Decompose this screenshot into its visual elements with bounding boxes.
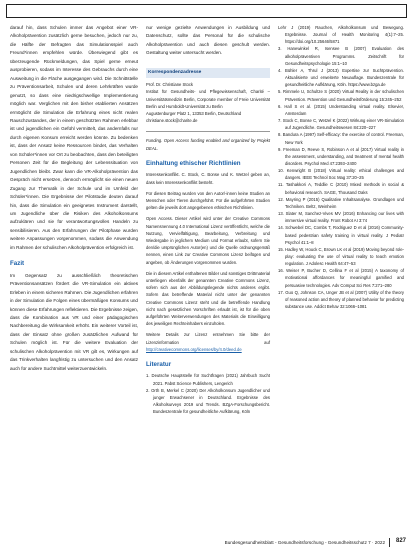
reference-item: 8. Bandura A (1997) Self-efficacy: the exercise of control. Freeman, New York: [278, 132, 404, 145]
reference-item: 9. Freeman D, Reeve S, Robinson A et al (2017) Virtual reality in the assessment, understanding, and treatment of mental health disorders. Psychol Med 47:2393–2400: [278, 146, 404, 166]
journal-citation: Bundesgesundheitsblatt - Gesundheitsforschung - Gesundheitsschutz 7 · 2022: [224, 540, 385, 545]
column-right: [278, 24, 404, 310]
correspondence-address: Prof. Dr. Christiane Stock Institut für Gesundheits- und Pflegewissenschaft, Charité – Universitätsmedizin Berlin, Corporate member of Freie Universität Berlin und Humboldt-Universität zu Berlin Augustenburger Platz 1, 13353 Berlin, Deutschland christiane.stock@charite.de: [146, 82, 270, 124]
reference-item: Lehr J (2019) Rauchen, Alkoholkonsum und Bewegung. Ergebnisse. Journal of Health Monitoring 4(1):7–25. https://doi.org/10.25646/5871: [278, 25, 404, 45]
license-text-3: [146, 331, 270, 353]
reference-item: 14. Schwebel DC, Combs T, Rodriguez D et al (2016) Community-based pedestrian safety training in virtual reality. J Pediatr Psychol 41:1–8: [278, 225, 404, 245]
reference-item: 3. Hanewinkel R, Isensee B (2007) Evaluation des alkoholpräventiven Programms. Zeitschrift für Gesundheitspsychologie 15:1–10: [278, 46, 404, 66]
funding-note: Funding. Open Access funding enabled and organized by Projekt DEAL.: [146, 138, 270, 151]
column-left: [10, 24, 138, 373]
reference-item: 12. Mayring P (2015) Qualitative Inhaltsanalyse. Grundlagen und Techniken. Beltz, Weinheim: [278, 196, 404, 209]
section-heading-ethics: Einhaltung ethischer Richtlinien: [146, 159, 241, 167]
page-number: 827: [395, 538, 406, 544]
reference-item: 15. Hadley W, Houck C, Brown LK et al (2019) Moving beyond role-play: evaluating the use of virtual reality to teach emotion regulation. J Adolesc Health 64:47–53: [278, 246, 404, 267]
reference-item: 17. Guo Q, Johnson CA, Unger JB et al (2007) Utility of the theory of reasoned action and theory of planned behavior for predicting substance use. Addict Behav 32:1066–1081: [278, 289, 404, 310]
body-paragraph: Im Gegensatz zu ausschließlich theoretischen Präventionsansätzen fördert die VR-Simulation ein aktives Erleben in einem sicheren Rahmen. Die Jugendlichen erfahren in der Simulation die Folgen eines übermäßigen Konsums und können diese Erfahrungen reflektieren. Die Ergebnisse zeigen, dass die Kombination aus VR und einer pädagogischen Nachbereitung die Wirksamkeit erhöht. Ein weiterer Vorteil ist, dass der Einsatz ohne großen zusätzlichen Aufwand für Schulen möglich ist. Für die weitere Evaluation der schulischen Alkoholprävention mit VR gilt es, Wirkungen auf das Trinkverhalten langfristig zu untersuchen und den Ansatz auch für andere Suchtmittel weiterzuentwickeln.: [10, 272, 138, 371]
reference-list: [146, 372, 270, 415]
license-text: Open Access. Dieser Artikel wird unter der Creative Commons Namensnennung 4.0 International Lizenz veröffentlicht, welche die Nutzung, Vervielfältigung, Bearbeitung, Verbreitung und Wiedergabe in jeglichem Medium und Format erlaubt, sofern Sie den/die ursprünglichen Autor(en) und die Quelle ordnungsgemäß nennen, einen Link zur Creative Commons Lizenz beifügen und angeben, ob Änderungen vorgenommen wurden.: [146, 216, 270, 265]
reference-item: 5. Rimmele U, Schultze S (2020) Virtual Reality in der schulischen Prävention. Prävention und Gesundheitsförderung 15:245–252: [278, 89, 404, 102]
reference-item: 10. Kenwright B (2018) Virtual reality: ethical challenges and dangers. IEEE Technol Soc Mag 37:20–25: [278, 168, 404, 181]
divider: [146, 131, 270, 132]
license-intro: Weitere Details zur Lizenz entnehmen Sie bitte der Lizenzinformation auf: [146, 332, 270, 345]
reference-item: 16. Weiser P, Bucher D, Cellina F et al (2015) A taxonomy of motivational affordances for meaningful gamified and persuasive technologies. Adv Comput Sci Res 7:271–280: [278, 268, 404, 288]
section-heading-literature: Literatur: [146, 361, 172, 369]
reference-list: [278, 24, 404, 310]
reference-item: 4. Bühler A, Thrul J (2013) Expertise zur Suchtprävention. Aktualisierte und erweiterte Neuauflage. Bundeszentrale für gesundheitliche Aufklärung, Köln. https://www.bzga.de: [278, 67, 404, 88]
correspondence-heading: Korrespondenzadresse: [146, 68, 270, 78]
column-middle: [146, 24, 270, 415]
license-text-2: Die in diesem Artikel enthaltenen Bilder und sonstiges Drittmaterial unterliegen ebenfalls der genannten Creative Commons Lizenz, sofern sich aus der Abbildungslegende nichts anderes ergibt. Sofern das betreffende Material nicht unter der genannten Creative Commons Lizenz steht und die betreffende Handlung nicht nach gesetzlichen Vorschriften erlaubt ist, ist für die oben aufgeführten Weiterverwendungen des Materials die Einwilligung des jeweiligen Rechteinhabers einzuholen.: [146, 270, 270, 327]
reference-item: 1. Deutsche Hauptstelle für Suchtfragen (2021) Jahrbuch Sucht 2021. Pabst Science Publishers, Lengerich: [146, 373, 270, 386]
reference-item: 7. Stock C, Bonse C, Wetzel K (2022) Wirkung einer VR-Simulation auf Jugendliche. Gesundheitswesen 84:220–227: [278, 118, 404, 131]
body-paragraph: darauf hin, dass Schulen immer das Angebot einer VR-Alkoholprävention zusätzlich gerne besuchen, jedoch nur zu, die Hälfte der Befragten das Simulationsspiel auch Freund*innen empfehlen würde. Überwiegend gibt es überzeugende Rückmeldungen, das Spiel gerne erneut ausprobieren, sodass im Interesse des Gebrauchs durch eine Ausweitung in die Fläche ausgegangen wird. Die Schnittstelle zu Präventionsarbeit, Schulen und deren Lehrkräften wurde genutzt, so dass eine niedrigschwellige Implementierung möglich war. Verglichen mit den bisher etablierten Ansätzen ermöglicht die Simulation die Erfahrung eines nicht realen Rauschzustandes, der in einem geschützten Rahmen erlebbar ist und jugendlichen ein Gefühl vermittelt, das andernfalls nur durch eigenen Konsum erreicht werden könnte. Zu bedenken ist, dass der Ansatz keine Ressourcen bindet, das Verhalten von Schüler*innen vor Ort zu beobachten, dass den beteiligten Personen Zeit für die Begleitung der Lebenssituation von Jugendlichen bleibt. Zwar kann die VR-Alkoholprävention das Gespräch nicht ersetzen, dennoch ermöglicht sie einen neuen Zugang zur Thematik in der Schule und im Umfeld der Schüler*innen. Die Ergebnisse der Pilotstudie deuten darauf hin, dass die Simulation ein geeignetes Instrument darstellt, um Jugendliche über die Risiken des Alkoholkonsums aufzuklären und sie für verantwortungsvolles Handeln zu sensibilisieren. Aus den Erfahrungen der Pilotphase wurden weitere Anpassungen vorgenommen, sodass die Anwendung im Rahmen der schulischen Alkoholprävention erfolgreich ist.: [10, 25, 138, 250]
reference-item: 6. Hall S et al. (2015) Understanding virtual reality. Elsevier, Amsterdam: [278, 103, 404, 116]
footer-divider: [389, 538, 390, 547]
license-link[interactable]: http://creativecommons.org/licenses/by/4.0/deed.de: [146, 346, 242, 352]
reference-item: 13. Slater M, Sanchez-Vives MV (2016) Enhancing our lives with immersive virtual reality. Front Robot AI 3:74: [278, 211, 404, 224]
ethics-statement: Für diesen Beitrag wurden von den Autor/-innen keine Studien an Menschen oder Tieren durchgeführt. Für die aufgeführten Studien gelten die jeweils dort angegebenen ethischen Richtlinien.: [146, 190, 270, 211]
page-footer: [0, 539, 413, 549]
body-paragraph: nur wenige gezielte Anwendungen in Ausbildung und Datenschutz, sollte das Personal für die schulische Alkoholprävention und auch diesen geschult werden. Gestaltung weiter untersucht werden.: [146, 25, 270, 56]
conflict-of-interest: Interessenkonflikt. C. Stock, C. Bonse und K. Wetzel geben an, dass kein Interessenkonflikt besteht.: [146, 172, 270, 185]
header-bar: [6, 4, 407, 18]
reference-item: 2. Orth B, Merkel C (2020) Der Alkoholkonsum Jugendlicher und junger Erwachsener in Deutschland. Ergebnisse des Alkoholsurveys 2019 und Trends. BZgA-Forschungsbericht. Bundeszentrale für gesundheitliche Aufklärung, Köln: [146, 387, 270, 415]
section-heading-fazit: Fazit: [10, 260, 25, 268]
reference-item: 11. Tashakkori A, Teddlie C (2010) Mixed methods in social & behavioral research. SAGE, Thousand Oaks: [278, 182, 404, 195]
